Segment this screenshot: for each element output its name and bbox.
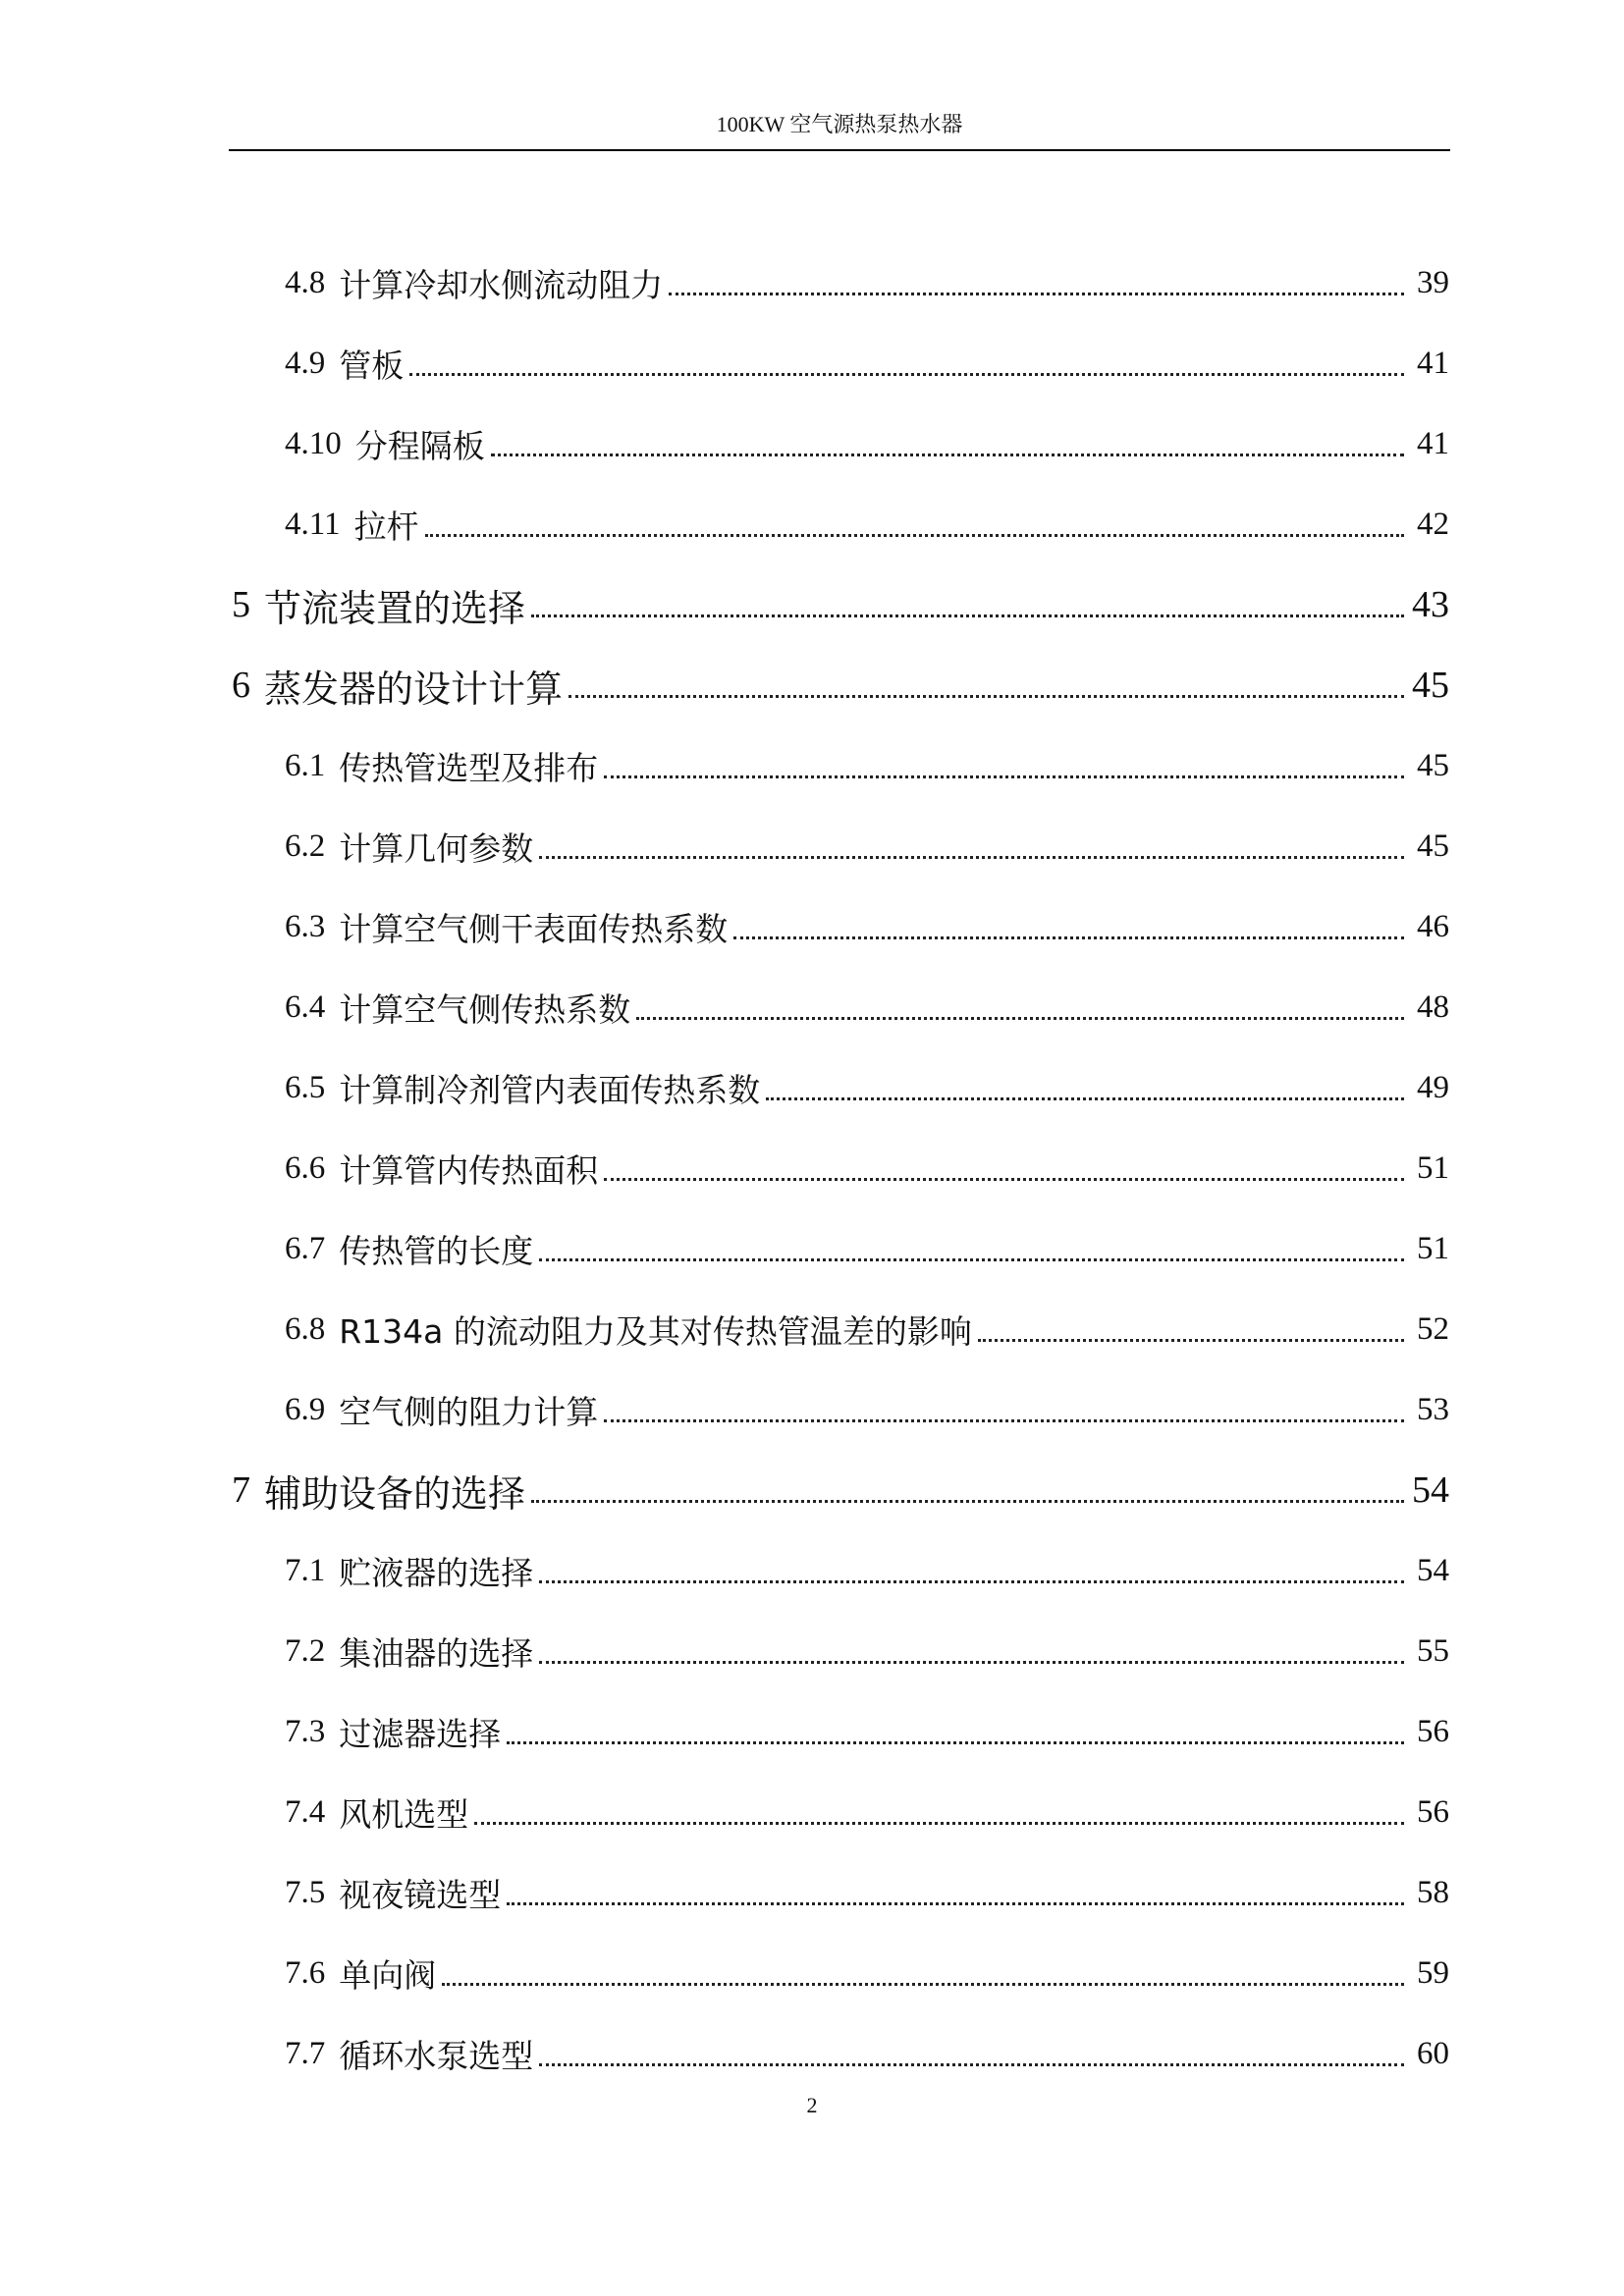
toc-entry-title: 计算管内传热面积 [339, 1150, 599, 1190]
toc-entry[interactable] [0, 323, 1624, 403]
toc-entry[interactable] [0, 2013, 1624, 2094]
toc-dot-leader [531, 614, 1404, 617]
toc-entry-page: 51 [1417, 1230, 1449, 1266]
toc-dot-leader [636, 1017, 1404, 1020]
toc-entry[interactable] [0, 1047, 1624, 1128]
toc-entry-page: 53 [1417, 1391, 1449, 1427]
toc-dot-leader [425, 534, 1404, 537]
toc-entry[interactable] [0, 1208, 1624, 1289]
toc-entry-page: 46 [1417, 908, 1449, 944]
toc-entry-title: 计算空气侧传热系数 [339, 989, 631, 1029]
toc-entry-page: 56 [1417, 1713, 1449, 1749]
toc-entry-page: 55 [1417, 1632, 1449, 1669]
toc-entry-page: 45 [1412, 665, 1449, 706]
toc-dot-leader [669, 293, 1404, 295]
toc-entry-number: 6.3 [285, 908, 326, 944]
toc-dot-leader [539, 1580, 1404, 1583]
toc-entry-page: 45 [1417, 747, 1449, 783]
toc-entry[interactable] [0, 403, 1624, 484]
toc-dot-leader [539, 2063, 1404, 2066]
toc-entry[interactable] [0, 806, 1624, 886]
toc-entry-number: 7.2 [285, 1632, 326, 1669]
toc-entry-title: 循环水泵选型 [339, 2036, 534, 2075]
toc-dot-leader [539, 856, 1404, 859]
toc-entry-page: 56 [1417, 1793, 1449, 1830]
toc-entry[interactable] [0, 1289, 1624, 1369]
toc-entry-number: 7.4 [285, 1793, 326, 1830]
toc-entry-number: 6.5 [285, 1069, 326, 1105]
toc-dot-leader [604, 1419, 1404, 1422]
toc-entry-number: 4.9 [285, 345, 326, 381]
toc-entry-title: 视夜镜选型 [339, 1875, 502, 1914]
toc-dot-leader [507, 1741, 1404, 1744]
toc-dot-leader [531, 1500, 1404, 1503]
toc-entry-page: 52 [1417, 1310, 1449, 1347]
toc-dot-leader [539, 1258, 1404, 1261]
toc-entry-number: 6.7 [285, 1230, 326, 1266]
toc-dot-leader [491, 454, 1404, 456]
toc-dot-leader [733, 936, 1404, 939]
toc-entry-title: 分程隔板 [354, 426, 485, 465]
toc-entry[interactable] [0, 1611, 1624, 1691]
toc-dot-leader [442, 1983, 1404, 1986]
toc-entry-title: 计算制冷剂管内表面传热系数 [339, 1070, 761, 1109]
toc-entry-number: 6.2 [285, 828, 326, 864]
toc-entry-number: 7.1 [285, 1552, 326, 1588]
toc-dot-leader [507, 1902, 1404, 1905]
toc-entry-title: 计算几何参数 [339, 828, 534, 868]
toc-entry-page: 41 [1417, 425, 1449, 461]
toc-entry-page: 45 [1417, 828, 1449, 864]
page-number: 2 [806, 2093, 818, 2117]
toc-entry-number: 6.6 [285, 1149, 326, 1186]
toc-entry-page: 42 [1417, 506, 1449, 542]
toc-entry-number: 6 [232, 665, 250, 706]
toc-entry-title: R134a 的流动阻力及其对传热管温差的影响 [339, 1311, 972, 1351]
toc-dot-leader [568, 695, 1404, 698]
toc-entry-title: 单向阀 [339, 1955, 437, 1995]
toc-entry-number: 7.7 [285, 2035, 326, 2071]
running-header: 100KW 空气源热泵热水器 [716, 112, 963, 136]
toc-entry-number: 7.5 [285, 1874, 326, 1910]
toc-dot-leader [604, 1178, 1404, 1181]
toc-entry-number: 5 [232, 584, 250, 625]
toc-entry[interactable] [0, 1772, 1624, 1852]
toc-entry[interactable] [0, 886, 1624, 967]
toc-entry-page: 59 [1417, 1954, 1449, 1991]
toc-entry-number: 6.1 [285, 747, 326, 783]
toc-entry-number: 7.6 [285, 1954, 326, 1991]
toc-entry-title: 传热管的长度 [339, 1231, 534, 1270]
toc-entry[interactable] [0, 645, 1624, 725]
toc-entry[interactable] [0, 967, 1624, 1047]
toc-entry-title: 拉杆 [353, 507, 419, 546]
toc-entry[interactable] [0, 1933, 1624, 2013]
toc-entry-page: 43 [1412, 584, 1449, 625]
toc-entry-title: 节流装置的选择 [264, 586, 526, 630]
toc-entry-number: 6.4 [285, 988, 326, 1025]
toc-entry[interactable] [0, 242, 1624, 323]
toc-entry-page: 58 [1417, 1874, 1449, 1910]
toc-entry-title: 风机选型 [339, 1794, 469, 1834]
toc-dot-leader [978, 1339, 1404, 1342]
toc-entry-number: 6.9 [285, 1391, 326, 1427]
toc-entry-title: 过滤器选择 [339, 1714, 502, 1753]
toc-entry-number: 4.10 [285, 425, 342, 461]
table-of-contents [0, 242, 1624, 2094]
toc-entry-title: 管板 [339, 346, 405, 385]
toc-entry[interactable] [0, 484, 1624, 564]
toc-entry[interactable] [0, 1128, 1624, 1208]
toc-entry-page: 49 [1417, 1069, 1449, 1105]
toc-entry-page: 60 [1417, 2035, 1449, 2071]
toc-entry-title: 贮液器的选择 [339, 1553, 534, 1592]
toc-dot-leader [409, 373, 1404, 376]
toc-entry-title: 辅助设备的选择 [264, 1471, 526, 1516]
toc-entry-page: 48 [1417, 988, 1449, 1025]
toc-entry[interactable] [0, 1691, 1624, 1772]
toc-entry[interactable] [0, 1450, 1624, 1530]
toc-dot-leader [539, 1661, 1404, 1664]
toc-entry-number: 4.11 [285, 506, 341, 542]
toc-entry-title: 计算空气侧干表面传热系数 [339, 909, 729, 948]
toc-entry-title: 计算冷却水侧流动阻力 [339, 265, 664, 304]
toc-entry-page: 54 [1417, 1552, 1449, 1588]
toc-entry[interactable] [0, 1369, 1624, 1450]
toc-entry-number: 7.3 [285, 1713, 326, 1749]
toc-entry-page: 41 [1417, 345, 1449, 381]
toc-dot-leader [474, 1822, 1404, 1825]
toc-entry-page: 51 [1417, 1149, 1449, 1186]
toc-entry-number: 6.8 [285, 1310, 326, 1347]
toc-entry-title: 传热管选型及排布 [339, 748, 599, 787]
toc-dot-leader [604, 775, 1404, 778]
toc-entry-title: 蒸发器的设计计算 [264, 667, 564, 711]
toc-entry-page: 39 [1417, 264, 1449, 300]
toc-entry-title: 空气侧的阻力计算 [339, 1392, 599, 1431]
header-rule [229, 149, 1450, 151]
toc-entry-number: 7 [232, 1469, 250, 1511]
toc-entry[interactable] [0, 1852, 1624, 1933]
toc-entry[interactable] [0, 725, 1624, 806]
toc-entry-number: 4.8 [285, 264, 326, 300]
toc-entry-page: 54 [1412, 1469, 1449, 1511]
toc-entry-title: 集油器的选择 [339, 1633, 534, 1673]
toc-entry[interactable] [0, 564, 1624, 645]
toc-entry[interactable] [0, 1530, 1624, 1611]
toc-dot-leader [766, 1097, 1404, 1100]
